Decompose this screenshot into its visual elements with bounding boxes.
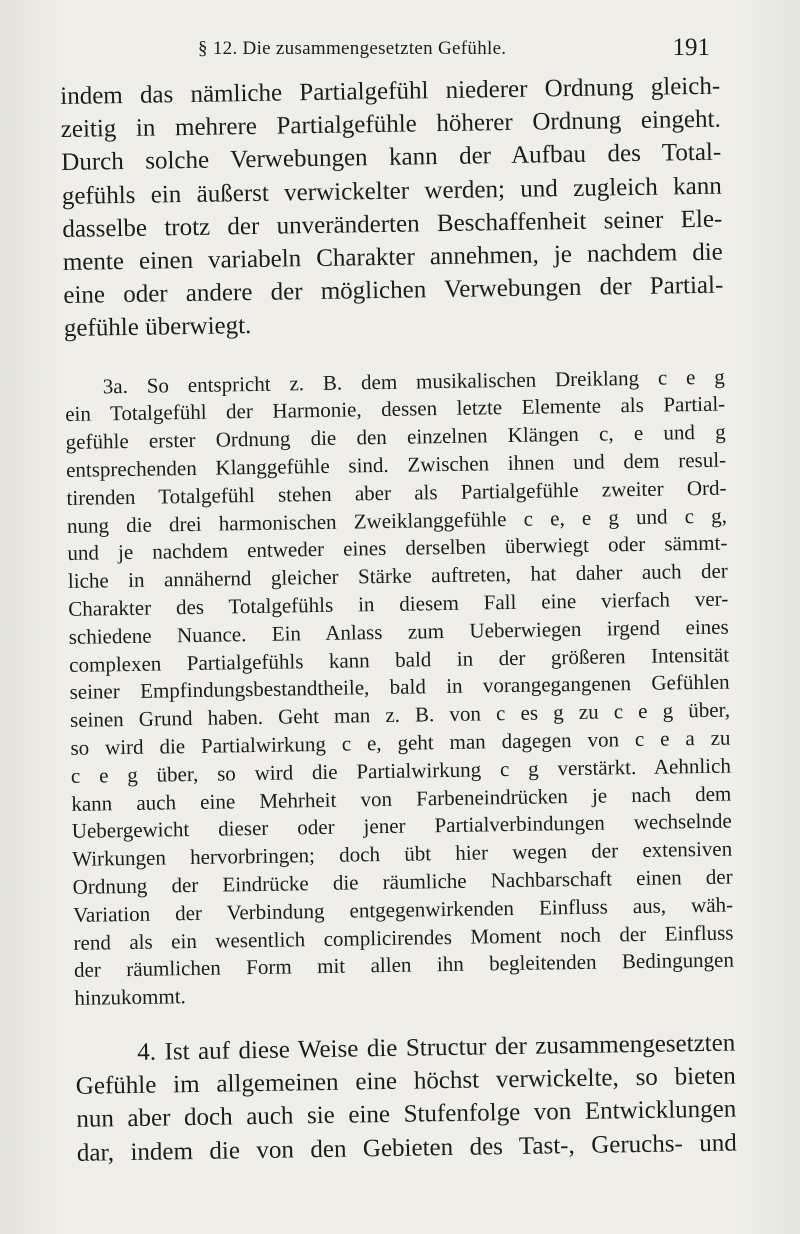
paragraph-4 — [75, 1026, 737, 1169]
text-line: der räumlichen Form mit allen ihn begleitenden Bedingungen — [73, 947, 735, 983]
text-line: c e g über, so wird die Partialwirkung c g verstärkt. Aehnlich — [70, 753, 732, 788]
text-line: dasselbe trotz der unveränderten Beschaffenheit seiner Ele- — [62, 205, 723, 243]
text-line: Variation der Verbindung entgegenwirkenden Einfluss aus, wäh- — [72, 892, 734, 927]
text-line: und je nachdem entweder eines derselben überwiegt oder sämmt- — [67, 530, 728, 566]
text-line: gefühls ein äußerst verwickelter werden; und zugleich kann — [61, 172, 722, 210]
text-line: hinzukommt. — [74, 984, 187, 1011]
text-line: 3a. So entspricht z. B. dem musikalischen Dreiklang c e g — [102, 364, 725, 398]
text-line: Durch solche Verwebungen kann der Aufbau des Total- — [61, 139, 722, 177]
text-line: nun aber doch auch sie eine Stufenfolge von Entwicklungen — [76, 1095, 737, 1134]
text-line: indem das nämliche Partialgefühl niederer Ordnung gleich- — [60, 72, 721, 110]
text-line: eine oder andere der möglichen Verwebungen der Partial- — [63, 271, 724, 310]
text-line: zeitig in mehrere Partialgefühle höherer Ordnung eingeht. — [60, 105, 721, 144]
text-line: gefühle erster Ordnung die den einzelnen Klängen c, e und g — [65, 419, 726, 455]
text-line: Wirkungen hervorbringen; doch übt hier wegen der extensiven — [72, 836, 733, 872]
text-line: rend als ein wesentlich complicirendes Moment noch der Einfluss — [73, 920, 734, 955]
page-number: 191 — [672, 34, 710, 61]
text-line: seinen Grund haben. Geht man z. B. von c es g zu c e g über, — [69, 697, 731, 733]
text-line: ein Totalgefühl der Harmonie, dessen letzte Elemente als Partial- — [65, 392, 726, 427]
text-line: tirenden Totalgefühl stehen aber als Partialgefühle zweiter Ord- — [66, 475, 727, 510]
paragraph-3a — [65, 363, 735, 1013]
text-line: liche in annähernd gleicher Stärke auftreten, hat daher auch der — [67, 558, 728, 594]
page-header — [60, 34, 720, 68]
paragraph-1 — [60, 70, 724, 346]
text-line: Ordnung der Eindrücke die räumliche Nachbarschaft einen der — [72, 864, 733, 899]
running-head: § 12. Die zusammengesetzten Gefühle. — [198, 38, 507, 59]
text-line: seiner Empfindungsbestandtheile, bald in vorangegangenen Gefühlen — [69, 669, 730, 705]
text-line: complexen Partialgefühls kann bald in der größeren Intensität — [68, 642, 730, 677]
text-line: so wird die Partialwirkung c e, geht man dagegen von c e a zu — [70, 725, 731, 760]
text-line: 4. Ist auf diese Weise die Structur der zusammengesetzten — [137, 1029, 736, 1066]
text-line: gefühle überwiegt. — [63, 312, 252, 343]
text-line: Gefühle im allgemeinen eine höchst verwickelte, so bieten — [75, 1062, 736, 1101]
text-line: schiedene Nuance. Ein Anlass zum Ueberwiegen irgend eines — [68, 614, 729, 649]
text-line: Charakter des Totalgefühls in diesem Fall eine vierfach ver- — [68, 586, 729, 621]
text-line: kann auch eine Mehrheit von Farbeneindrücken je nach dem — [71, 781, 732, 816]
page-body — [60, 70, 737, 1170]
text-line: Uebergewicht dieser oder jener Partialverbindungen wechselnde — [71, 808, 732, 844]
text-line: entsprechenden Klanggefühle sind. Zwischen ihnen und dem resul- — [65, 447, 727, 482]
text-line: nung die drei harmonischen Zweiklanggefühle c e, e g und c g, — [66, 503, 728, 538]
text-line: dar, indem die von den Gebieten des Tast-, Geruchs- und — [76, 1129, 737, 1167]
text-line: mente einen variabeln Charakter annehmen, je nachdem die — [62, 238, 723, 276]
